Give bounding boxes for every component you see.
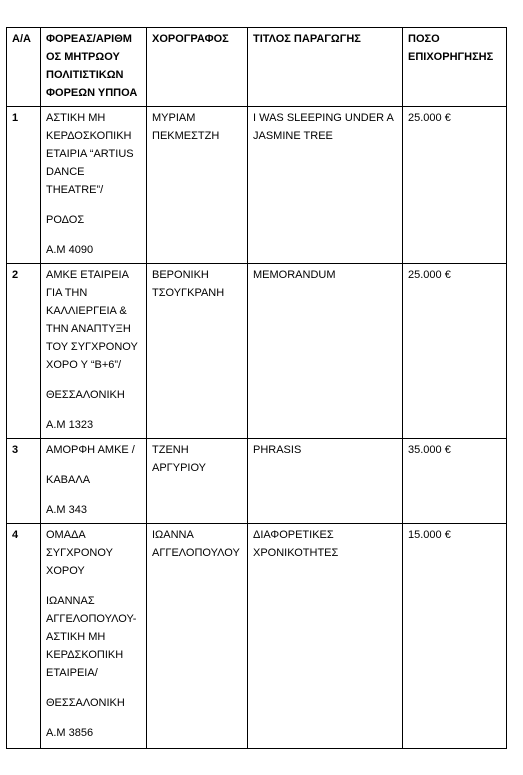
foreas-line: ΣΥΓΧΡΟΝΟΥ <box>46 547 113 559</box>
foreas-line: ΟΜΑΔΑ <box>46 529 86 541</box>
foreas-cell <box>41 107 147 264</box>
choreografos-line: ΑΓΓΕΛΟΠΟΥΛΟΥ <box>152 547 240 559</box>
foreas-line: ΧΟΡΟ Υ “Β+6”/ <box>46 359 122 371</box>
foreas-city: ΘΕΣΣΑΛΟΝΙΚΗ <box>46 697 125 709</box>
header-aa: Α/Α <box>7 28 41 107</box>
header-choreografos: ΧΟΡΟΓΡΑΦΟΣ <box>147 28 248 107</box>
foreas-line: ΑΜΟΡΦΗ ΑΜΚΕ / <box>46 444 135 456</box>
choreografos-cell <box>147 439 248 524</box>
foreas-line: THEATRE”/ <box>46 184 104 196</box>
header-foreas-line: ΦΟΡΕΩΝ ΥΠΠΟΑ <box>46 87 138 99</box>
foreas-line: ΤΟΥ ΣΥΓΧΡΟΝΟΥ <box>46 341 138 353</box>
table-row <box>7 439 507 524</box>
titlos-line: JASMINE TREE <box>253 130 333 142</box>
foreas-line: DANCE <box>46 166 85 178</box>
titlos-cell <box>248 439 403 524</box>
foreas-line: ΧΟΡΟΥ <box>46 565 85 577</box>
grants-table <box>6 27 507 749</box>
choreografos-cell <box>147 524 248 749</box>
choreografos-line: ΜΥΡΙΑΜ <box>152 112 196 124</box>
foreas-subline: ΙΩΑΝΝΑΣ <box>46 595 95 607</box>
foreas-am: Α.Μ 3856 <box>46 727 94 739</box>
poso-cell: 15.000 € <box>403 524 507 749</box>
choreografos-line: ΙΩΑΝΝΑ <box>152 529 194 541</box>
choreografos-line: ΠΕΚΜΕΣΤΖΗ <box>152 130 220 142</box>
foreas-line: ΤΗΝ ΑΝΑΠΤΥΞΗ <box>46 323 131 335</box>
choreografos-line: ΒΕΡΟΝΙΚΗ <box>152 269 209 281</box>
titlos-line: ΔΙΑΦΟΡΕΤΙΚΕΣ <box>253 529 334 541</box>
header-foreas <box>41 28 147 107</box>
foreas-subline: ΑΣΤΙΚΗ ΜΗ <box>46 631 106 643</box>
foreas-line: ΑΣΤΙΚΗ ΜΗ <box>46 112 106 124</box>
poso-cell: 25.000 € <box>403 264 507 439</box>
foreas-city: ΚΑΒΑΛΑ <box>46 474 91 486</box>
titlos-line: ΧΡΟΝΙΚΟΤΗΤΕΣ <box>253 547 339 559</box>
poso-cell: 35.000 € <box>403 439 507 524</box>
titlos-line: I WAS SLEEPING UNDER A <box>253 112 394 124</box>
foreas-city: ΘΕΣΣΑΛΟΝΙΚΗ <box>46 389 125 401</box>
titlos-cell <box>248 264 403 439</box>
foreas-line: ΚΑΛΛΙΕΡΓΕΙΑ & <box>46 305 127 317</box>
choreografos-line: ΑΡΓΥΡΙΟΥ <box>152 462 207 474</box>
row-number: 4 <box>7 524 41 749</box>
header-foreas-line: ΦΟΡΕΑΣ/ΑΡΙΘΜ <box>46 33 132 45</box>
titlos-line: MEMORANDUM <box>253 269 336 281</box>
header-poso-line: ΠΟΣΟ <box>408 33 440 45</box>
foreas-subline: ΕΤΑΙΡΕΙΑ/ <box>46 667 98 679</box>
row-number: 2 <box>7 264 41 439</box>
header-foreas-line: ΠΟΛΙΤΙΣΤΙΚΩΝ <box>46 69 124 81</box>
foreas-line: ΕΤΑΙΡΙΑ “ARTIUS <box>46 148 134 160</box>
choreografos-line: ΤΣΟΥΓΚΡΑΝΗ <box>152 287 225 299</box>
foreas-line: ΚΕΡΔΟΣΚΟΠΙΚΗ <box>46 130 132 142</box>
foreas-line: ΑΜΚΕ ΕΤΑΙΡΕΙΑ <box>46 269 129 281</box>
titlos-line: PHRASIS <box>253 444 302 456</box>
foreas-am: Α.Μ 4090 <box>46 244 94 256</box>
header-poso <box>403 28 507 107</box>
choreografos-cell <box>147 264 248 439</box>
poso-cell: 25.000 € <box>403 107 507 264</box>
table-row <box>7 524 507 749</box>
header-row <box>7 28 507 107</box>
foreas-subline: ΑΓΓΕΛΟΠΟΥΛΟΥ- <box>46 613 137 625</box>
table-row <box>7 107 507 264</box>
foreas-cell <box>41 264 147 439</box>
titlos-cell <box>248 107 403 264</box>
choreografos-line: ΤΖΕΝΗ <box>152 444 189 456</box>
foreas-cell <box>41 439 147 524</box>
header-titlos: ΤΙΤΛΟΣ ΠΑΡΑΓΩΓΗΣ <box>248 28 403 107</box>
titlos-cell <box>248 524 403 749</box>
row-number: 1 <box>7 107 41 264</box>
foreas-line: ΓΙΑ ΤΗΝ <box>46 287 88 299</box>
table-row <box>7 264 507 439</box>
foreas-city: ΡΟΔΟΣ <box>46 214 85 226</box>
row-number: 3 <box>7 439 41 524</box>
foreas-am: Α.Μ 1323 <box>46 419 94 431</box>
header-poso-line: ΕΠΙΧΟΡΗΓΗΣΗΣ <box>408 51 494 63</box>
header-foreas-line: ΟΣ ΜΗΤΡΩΟΥ <box>46 51 120 63</box>
foreas-subline: ΚΕΡΔΣΚΟΠΙΚΗ <box>46 649 124 661</box>
choreografos-cell <box>147 107 248 264</box>
foreas-cell <box>41 524 147 749</box>
foreas-am: Α.Μ 343 <box>46 504 87 516</box>
